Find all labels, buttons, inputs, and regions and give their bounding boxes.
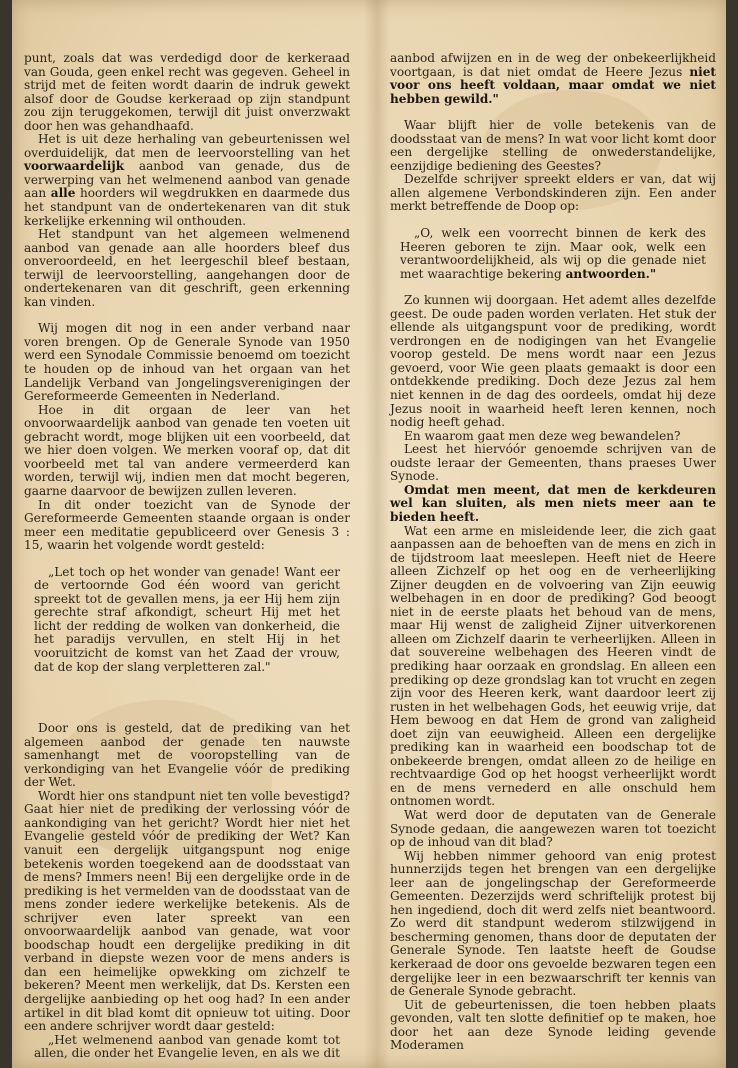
- emphasis: alle: [50, 186, 76, 201]
- paragraph: Leest het hiervóór genoemde schrijven van de oudste leraar der Gemeenten, thans praeses Uwer Synode.: [390, 442, 716, 484]
- paragraph: Uit de gebeurtenissen, die toen hebben plaats gevonden, valt ten slotte definitief op te maken, hoe door het aan deze Synode leiding gevende Moderamen: [390, 997, 716, 1053]
- paragraph: Het is uit deze herhaling van gebeurtenissen wel overduidelijk, dat men de leervoorstelling van het voorwaardelijk aanbod van genade, dus de verwerping van het welmenend aanbod van genade aan alle hoorders wil wegdrukken en daarmede dus het standpunt van de ondertekenaren van dit stuk kerkelijke erkenning wil onthouden.: [24, 132, 350, 228]
- paragraph: Wij mogen dit nog in een ander verband naar voren brengen. Op de Generale Synode van 1950 werd een Synodale Commissie benoemd om toezicht te houden op de inhoud van het orgaan van het Landelijk Verband van Jongelingsverenigingen der Gereformeerde Gemeenten in Nederland.: [24, 321, 350, 404]
- scanned-page: [12, 0, 726, 1068]
- quotation: „Let toch op het wonder van genade! Want eer de vertoornde God één woord van gericht spreekt tot de gevallen mens, ja eer Hij hem zijn gerechte straf afkondigt, scheurt Hij met het licht der redding de wolken van donkerheid, die het paradijs vervullen, en stelt Hij in het vooruitzicht de komst van het Zaad der vrouw, dat de kop der slang verpletteren zal.": [34, 564, 340, 674]
- paragraph: Wat een arme en misleidende leer, die zich gaat aanpassen aan de behoeften van de mens en zich in de tijdstroom laat meeslepen. Heeft niet de Heere alleen Zichzelf op het oog en de verheerlijking Zijner deugden en de volvoering van Zijn eeuwig welbehagen in en door de prediking? God beoogt niet in de eerste plaats het behoud van de mens, maar Hij wenst de zaligheid Zijner uitverkorenen alleen om Zichzelf daarin te verheerlijken. Alleen in dat souvereine welbehagen des Heeren vindt de prediking haar oorzaak en grondslag. En alleen een prediking op deze grondslag kan tot vrucht en zegen zijn voor des Heeren kerk, want daardoor leert zij rusten in het welbehagen Gods, het eeuwig vrije, dat Hem bewoog en dat Hem de grond van zaligheid doet zijn van eeuwigheid. Alleen een dergelijke prediking kan in waarheid een boodschap tot de onbekeerde brengen, omdat alleen zo de heilige en rechtvaardige God op het hoogst verheerlijkt wordt en de mens vernederd en alle onschuld hem ontnomen wordt.: [390, 523, 716, 809]
- emphasis: Omdat men meent, dat men de kerkdeuren wel kan sluiten, als men niets meer aan te bieden heeft.: [390, 482, 716, 524]
- paragraph: En waarom gaat men deze weg bewandelen?: [404, 428, 681, 443]
- paragraph: Wij hebben nimmer gehoord van enig protest hunnerzijds tegen het brengen van een dergelijke leer aan de jongelingschap der Gereformeerde Gemeenten. Dezerzijds werd schriftelijk protest bij hen ingediend, doch dit werd zelfs niet beantwoord. Zo werd dit standpunt wederom stilzwijgend in bescherming genomen, thans door de deputaten der Generale Synode. Ten laatste heeft de Goudse kerkeraad de door ons gevoelde bezwaren tegen een dergelijke leer in een bezwaarschrift ter kennis van de Generale Synode gebracht.: [390, 848, 716, 999]
- paragraph: Zo kunnen wij doorgaan. Het ademt alles dezelfde geest. De oude paden worden verlaten. Het stuk der ellende als uitgangspunt voor de prediking, wordt verdrongen en de nodigingen van het Evangelie voorop gesteld. De mens wordt naar een Jezus gevoerd, voor Wie geen plaats gemaakt is door een ontdekkende prediking. Doch deze Jezus zal hem niet kennen in de dag des oordeels, omdat hij deze Jezus nooit in waarheid heeft leren kennen, noch nodig heeft gehad.: [390, 293, 716, 430]
- emphasis: niet voor ons heeft voldaan, maar omdat we niet hebben gewild.": [390, 64, 716, 106]
- quotation: „O, welk een voorrecht binnen de kerk des Heeren geboren te zijn. Maar ook, welk een verantwoordelijkheid, als wij op die genade niet met waarachtige bekering antwoorden.": [400, 226, 706, 281]
- paragraph: Het standpunt van het algemeen welmenend aanbod van genade aan alle hoorders bleef dus onveroordeeld, en het leergeschil bleef bestaan, terwijl de leervoorstelling, aangehangen door de ondertekenaren van dit geschrift, geen erkenning kan vinden.: [24, 227, 350, 309]
- paragraph: Wordt hier ons standpunt niet ten volle bevestigd? Gaat hier niet de prediking der verlossing vóór de aankondiging van het gericht? Wordt hier niet het Evangelie gesteld vóór de prediking der Wet? Kan vanuit een dergelijk uitgangspunt nog enige betekenis worden toegekend aan de doodsstaat van de mens? Immers neen! Bij een dergelijke orde in de prediking is het vermelden van de doodsstaat van de mens zonder iedere werkelijke betekenis. Als de schrijver even later spreekt van een onvoorwaardelijk aanbod van genade, wat voor boodschap houdt een dergelijke prediking in dit verband in diepste wezen voor de mens anders is dan een heimelijke opwekking om zichzelf te bekeren? Meent men werkelijk, dat Ds. Kersten een dergelijke aanbieding op het oog had? In een ander artikel in dit blad komt dit opnieuw tot uiting. Door een andere schrijver wordt daar gesteld:: [24, 788, 350, 1034]
- right-column: [390, 52, 716, 1053]
- paragraph: [390, 484, 716, 525]
- quotation-continued: aanbod afwijzen en in de weg der onbekeerlijkheid voortgaan, is dat niet omdat de Heere Jezus niet voor ons heeft voldaan, maar omdat we niet hebben gewild.": [390, 51, 716, 106]
- paragraph: punt, zoals dat was verdedigd door de kerkeraad van Gouda, geen enkel recht was gegeven. Geheel in strijd met de feiten wordt daarin de indruk gewekt alsof door de Goudse kerkeraad op zijn standpunt zou zijn teruggekomen, terwijl dit juist onverzwakt door hen was gehandhaafd.: [24, 51, 350, 133]
- emphasis: voorwaardelijk: [24, 159, 125, 174]
- paragraph: Wat werd door de deputaten van de Generale Synode gedaan, die aangewezen waren tot toezicht op de inhoud van dit blad?: [390, 807, 716, 850]
- paragraph: Door ons is gesteld, dat de prediking van het algemeen aanbod der genade ten nauwste samenhangt met de vooropstelling van de verkondiging van het Evangelie vóór de prediking der Wet.: [24, 721, 350, 790]
- quotation: „Het welmenend aanbod van genade komt tot allen, die onder het Evangelie leven, en als we dit: [34, 1032, 340, 1061]
- column-gutter: [364, 0, 390, 1068]
- emphasis: antwoorden.": [565, 266, 657, 281]
- left-column: [24, 52, 350, 1061]
- paragraph: Hoe in dit orgaan de leer van het onvoorwaardelijk aanbod van genade ten voeten uit gebracht wordt, moge blijken uit een voorbeeld, dat we hier doen volgen. We merken vooraf op, dat dit voorbeeld met tal van andere vermeerderd kan worden, terwijl wij, indien men dat mocht begeren, gaarne daarvoor de bewijzen zullen leveren.: [24, 402, 350, 498]
- paragraph: In dit onder toezicht van de Synode der Gereformeerde Gemeenten staande orgaan is onder meer een meditatie gepubliceerd over Genesis 3 : 15, waarin het volgende wordt gesteld:: [24, 497, 350, 553]
- paragraph: Waar blijft hier de volle betekenis van de doodsstaat van de mens? In wat voor licht komt door een dergelijke stelling de onwederstandelijke, eenzijdige bediening des Geestes?: [390, 118, 716, 173]
- paragraph: Dezelfde schrijver spreekt elders er van, dat wij allen algemene Verbondskinderen zijn. Een ander merkt betreffende de Doop op:: [390, 172, 716, 214]
